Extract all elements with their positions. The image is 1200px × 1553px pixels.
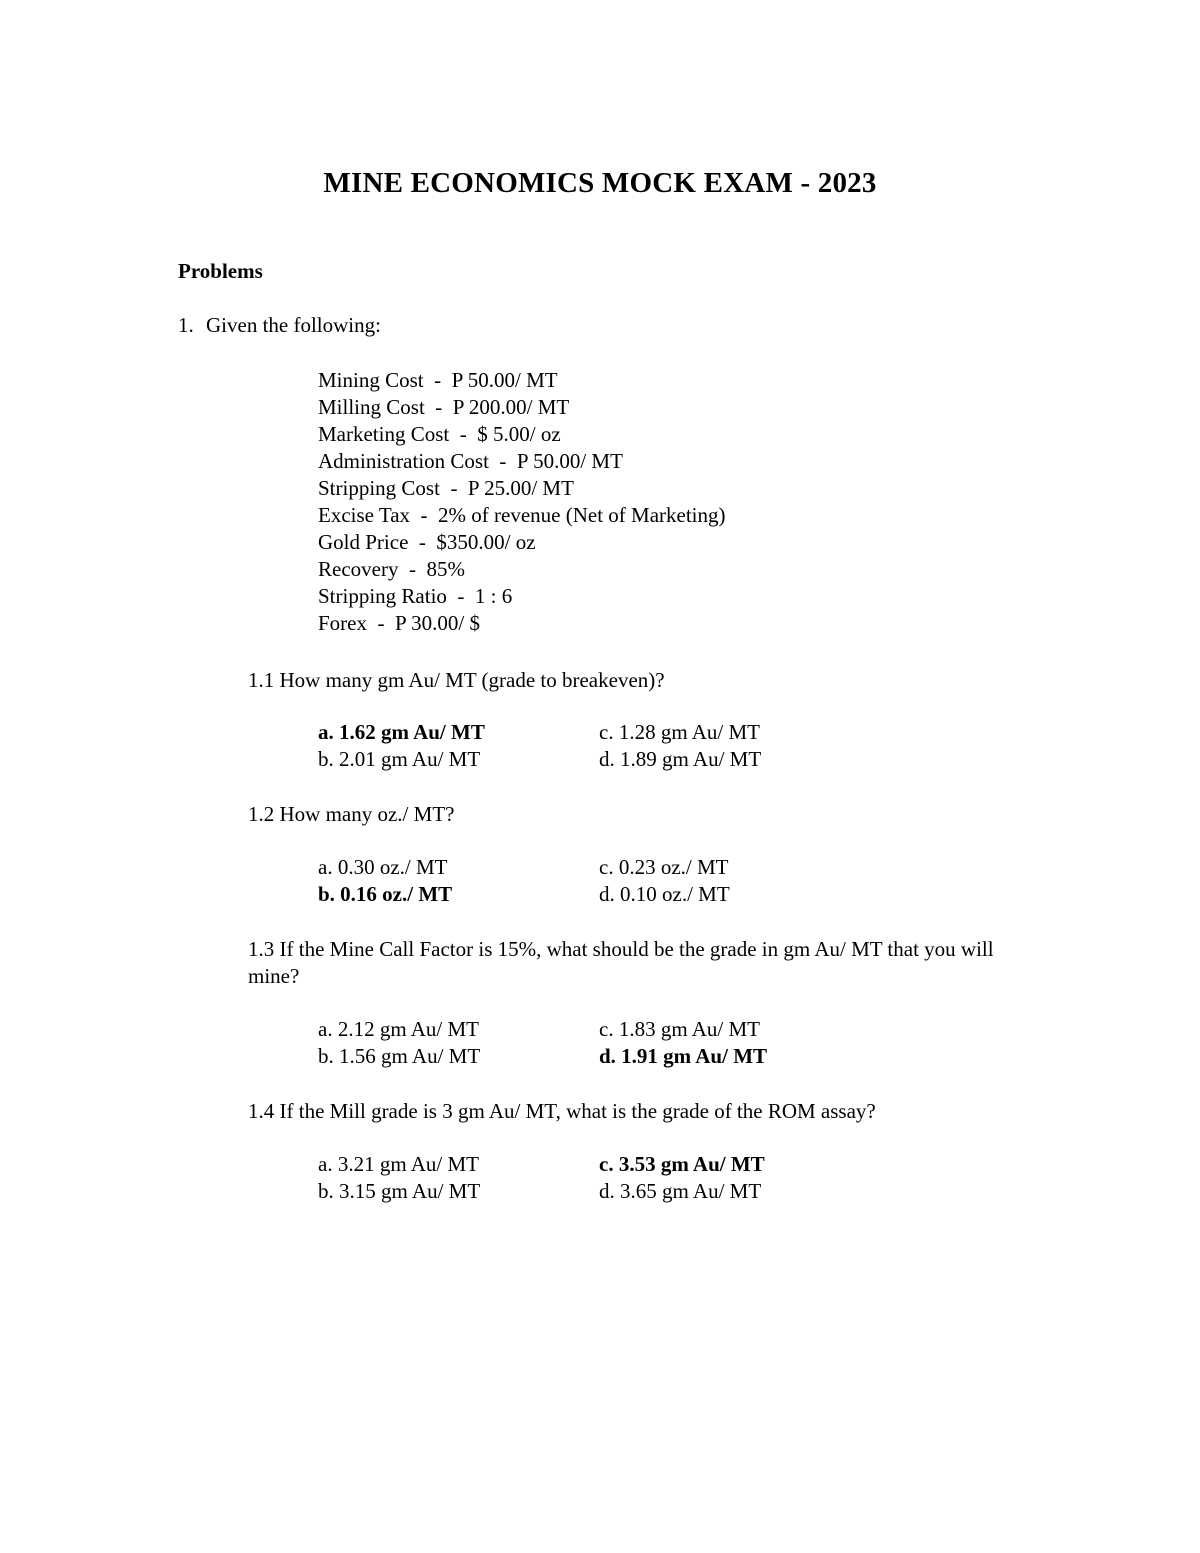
section-heading: Problems bbox=[178, 259, 263, 283]
given-item: Administration Cost - P 50.00/ MT bbox=[318, 449, 623, 473]
option-a: a. 3.21 gm Au/ MT bbox=[318, 1152, 479, 1176]
option-a: a. 0.30 oz./ MT bbox=[318, 855, 448, 879]
given-item: Forex - P 30.00/ $ bbox=[318, 611, 480, 635]
option-c: c. 1.28 gm Au/ MT bbox=[599, 720, 760, 744]
option-d: d. 1.89 gm Au/ MT bbox=[599, 747, 762, 771]
page-title: MINE ECONOMICS MOCK EXAM - 2023 bbox=[323, 167, 877, 199]
given-item: Mining Cost - P 50.00/ MT bbox=[318, 368, 558, 392]
given-item: Stripping Ratio - 1 : 6 bbox=[318, 584, 513, 608]
problem-number: 1. bbox=[178, 313, 194, 337]
option-a-correct: a. 1.62 gm Au/ MT bbox=[318, 720, 485, 744]
option-d: d. 3.65 gm Au/ MT bbox=[599, 1179, 762, 1203]
problem-1-intro bbox=[178, 313, 381, 338]
given-item: Marketing Cost - $ 5.00/ oz bbox=[318, 422, 561, 446]
given-list bbox=[318, 367, 726, 637]
option-c-correct: c. 3.53 gm Au/ MT bbox=[599, 1152, 765, 1176]
question-1-1: 1.1 How many gm Au/ MT (grade to breakeven)? bbox=[248, 668, 665, 692]
question-1-4: 1.4 If the Mill grade is 3 gm Au/ MT, what is the grade of the ROM assay? bbox=[248, 1099, 876, 1123]
option-b: b. 2.01 gm Au/ MT bbox=[318, 747, 481, 771]
given-item: Recovery - 85% bbox=[318, 557, 465, 581]
given-item: Milling Cost - P 200.00/ MT bbox=[318, 395, 570, 419]
question-1-2: 1.2 How many oz./ MT? bbox=[248, 802, 455, 826]
option-b: b. 1.56 gm Au/ MT bbox=[318, 1044, 481, 1068]
option-b-correct: b. 0.16 oz./ MT bbox=[318, 882, 453, 906]
option-b: b. 3.15 gm Au/ MT bbox=[318, 1179, 481, 1203]
option-d-correct: d. 1.91 gm Au/ MT bbox=[599, 1044, 768, 1068]
option-c: c. 1.83 gm Au/ MT bbox=[599, 1017, 760, 1041]
given-item: Stripping Cost - P 25.00/ MT bbox=[318, 476, 574, 500]
option-c: c. 0.23 oz./ MT bbox=[599, 855, 729, 879]
given-item: Gold Price - $350.00/ oz bbox=[318, 530, 536, 554]
option-d: d. 0.10 oz./ MT bbox=[599, 882, 730, 906]
problem-intro-text: Given the following: bbox=[206, 313, 381, 337]
question-1-3: 1.3 If the Mine Call Factor is 15%, what should be the grade in gm Au/ MT that you will mine? bbox=[248, 937, 994, 988]
option-a: a. 2.12 gm Au/ MT bbox=[318, 1017, 479, 1041]
given-item: Excise Tax - 2% of revenue (Net of Marketing) bbox=[318, 503, 726, 527]
